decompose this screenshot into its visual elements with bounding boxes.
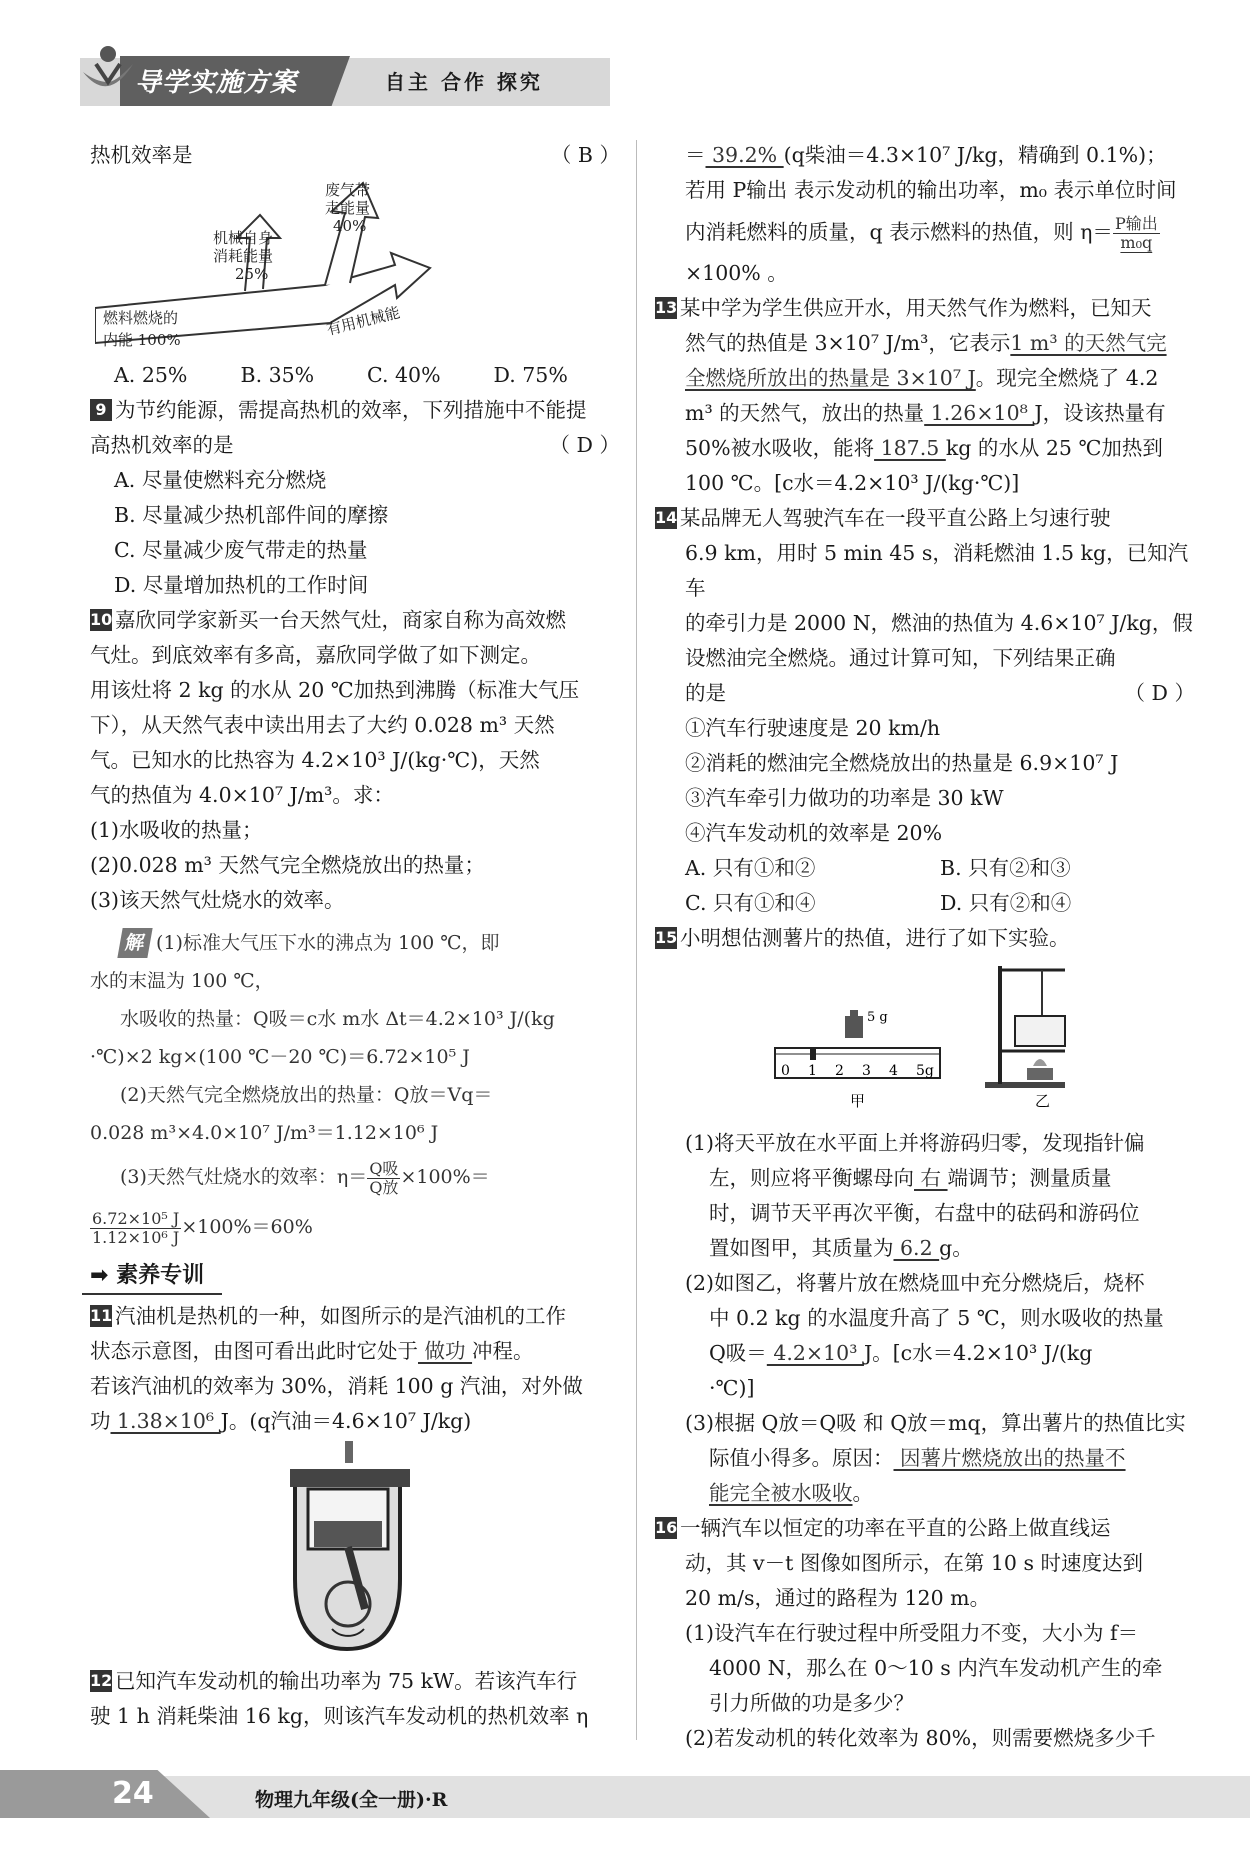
q12-answer-1: 39.2%: [705, 143, 784, 167]
q16-line-2: 动，其 v－t 图像如图所示，在第 10 s 时速度达到: [685, 1551, 1144, 1575]
q14-option-a: A. 只有①和②: [685, 856, 816, 880]
scale-tick-0: 0: [781, 1063, 790, 1079]
q14-item-2: ②消耗的燃油完全燃烧放出的热量是 6.9×10⁷ J: [685, 751, 1119, 775]
q15-sub3-b: 际值小得多。原因： 因薯片燃烧放出的热量不: [709, 1446, 1126, 1470]
energy-flow-diagram: [95, 173, 515, 358]
q10-line-1: 10 嘉欣同学家新买一台天然气灶，商家自称为高效燃: [90, 608, 566, 632]
q8-tail: 热机效率是 （ B ）: [90, 138, 620, 173]
logo-icon: [78, 42, 138, 102]
q9-stem-2: 高热机效率的是 （ D ）: [90, 428, 620, 463]
q13-answer-2: 1.26×10⁸: [924, 401, 1035, 425]
header-title: 导学实施方案: [135, 68, 298, 98]
diagram-branch1-l3: 25%: [235, 265, 269, 283]
q14-line-5: 的是 （ D ）: [655, 676, 1195, 711]
q14-line-1: 14 某品牌无人驾驶汽车在一段平直公路上匀速行驶: [655, 506, 1111, 530]
q15-sub1-e: 置如图甲，其质量为 6.2 g。: [709, 1236, 973, 1260]
q15-sub2-a: (2)如图乙，将薯片放在燃烧皿中充分燃烧后，烧杯: [685, 1271, 1145, 1295]
beaker-icon: [1015, 1016, 1065, 1046]
page-number: 24: [112, 1776, 154, 1811]
q10-sub-2: (2)0.028 m³ 天然气完全燃烧放出的热量；: [90, 853, 485, 877]
q10-line-4: 下），从天然气表中读出用去了大约 0.028 m³ 天然: [90, 713, 555, 737]
q11-answer-1: 做功: [418, 1339, 473, 1363]
q14-line-4: 设燃油完全燃烧。通过计算可知，下列结果正确: [685, 646, 1116, 670]
q13-line-1: 13 某中学为学生供应开水，用天然气作为燃料，已知天: [655, 296, 1152, 320]
q8-option-a: A. 25%: [114, 363, 188, 387]
q10-line-5: 气。已知水的比热容为 4.2×10³ J/(kg·℃)，天然: [90, 748, 540, 772]
q14-item-4: ④汽车发动机的效率是 20%: [685, 821, 943, 845]
q15-answer-2: 6.2: [893, 1236, 940, 1260]
q15-sub2-b: 中 0.2 kg 的水温度升高了 5 ℃，则水吸收的热量: [709, 1306, 1164, 1330]
q13-answer-1: 1 m³ 的天然气完: [1010, 331, 1167, 355]
q16-sub-3: 引力所做的功是多少？: [709, 1691, 914, 1715]
q15-answer-4: 因薯片燃烧放出的热量不: [893, 1446, 1126, 1470]
arrow-icon: ➡: [90, 1263, 109, 1288]
scale-tick-4: 4: [889, 1063, 898, 1079]
q9-option-d: D. 尽量增加热机的工作时间: [114, 573, 369, 597]
q14-options-row-1: [655, 851, 1195, 886]
diagram-input: 燃料燃烧的: [103, 309, 179, 327]
scale-tick-3: 3: [862, 1063, 871, 1079]
column-divider: [636, 140, 637, 1740]
q9-option-a: A. 尽量使燃料充分燃烧: [114, 468, 327, 492]
q9-number: 9: [90, 399, 112, 421]
q16-line-1: 16 一辆汽车以恒定的功率在平直的公路上做直线运: [655, 1516, 1111, 1540]
q15-sub3-c: 能完全被水吸收。: [709, 1481, 873, 1505]
q10-sub-1: (1)水吸收的热量；: [90, 818, 263, 842]
piston-icon: [314, 1521, 382, 1547]
q14-number: 14: [655, 508, 678, 527]
q13-line-2: 然气的热值是 3×10⁷ J/m³，它表示1 m³ 的天然气完: [685, 331, 1167, 355]
q15-sub2-e: ·℃)]: [709, 1376, 755, 1400]
q15-answer-3: 4.2×10³: [766, 1341, 864, 1365]
q14-option-d: D. 只有②和④: [940, 891, 1072, 915]
diagram-branch2-l2: 走能量: [325, 199, 371, 217]
q8-options: [90, 358, 620, 393]
q15-answer-1: 右: [914, 1166, 948, 1190]
q12-cont-line-4: ×100% 。: [685, 261, 788, 285]
q11-line-2: 状态示意图，由图可看出此时它处于 做功 冲程。: [90, 1339, 534, 1363]
q15-line-1: 15 小明想估测薯片的热值，进行了如下实验。: [655, 926, 1070, 950]
q15-number: 15: [655, 928, 678, 947]
q14-line-3: 的牵引力是 2000 N，燃油的热值为 4.6×10⁷ J/kg，假: [685, 611, 1193, 635]
q13-line-4: m³ 的天然气，放出的热量 1.26×10⁸ J，设该热量有: [685, 401, 1166, 425]
q14-line-2: 6.9 km，用时 5 min 45 s，消耗燃油 1.5 kg，已知汽车: [685, 541, 1189, 600]
scale-tick-2: 2: [835, 1063, 844, 1079]
q15-answer-4b: 能完全被水吸收: [709, 1481, 853, 1505]
q8-answer: （ B ）: [550, 143, 620, 167]
q12-line-2: 驶 1 h 消耗柴油 16 kg，则该汽车发动机的热机效率 η: [90, 1704, 589, 1728]
q12-cont-line-1: ＝ 39.2% (q柴油＝4.3×10⁷ J/kg，精确到 0.1%)；: [685, 143, 1167, 167]
q12-line-1: 12 已知汽车发动机的输出功率为 75 kW。若该汽车行: [90, 1669, 578, 1693]
q10-sub-3: (3)该天然气灶烧水的效率。: [90, 888, 345, 912]
q13-line-3: 全燃烧所放出的热量是 3×10⁷ J。现完全燃烧了 4.2: [685, 366, 1159, 390]
q13-line-5: 50%被水吸收，能将 187.5 kg 的水从 25 ℃加热到: [685, 436, 1163, 460]
q14-item-1: ①汽车行驶速度是 20 km/h: [685, 716, 941, 740]
q11-line-3: 若该汽油机的效率为 30%，消耗 100 g 汽油，对外做: [90, 1374, 583, 1398]
q10-line-2: 气灶。到底效率有多高，嘉欣同学做了如下测定。: [90, 643, 541, 667]
diagram-branch2-l3: 40%: [333, 217, 367, 235]
figure-label-a: 甲: [850, 1092, 866, 1110]
q8-option-c: C. 40%: [367, 363, 441, 387]
q8-option-b: B. 35%: [240, 363, 315, 387]
right-column: [655, 138, 1195, 1756]
q10-line-6: 气的热值为 4.0×10⁷ J/m³。求：: [90, 783, 394, 807]
q14-option-b: B. 只有②和③: [940, 856, 1071, 880]
q14-answer: （ D ）: [1124, 681, 1195, 705]
q9-option-b: B. 尽量减少热机部件间的摩擦: [114, 503, 389, 527]
balance-scale-figure: [775, 1010, 940, 1110]
q10-solution: 解 (1)标准大气压下水的沸点为 100 ℃，即 水的末温为 100 ℃， 水吸收的热量：Q吸＝c水 m水 Δt＝4.2×10³ J/(kg ·℃)×2 kg×(100 ℃－20 ℃)＝6.72×10⁵ J (2)天然气完全燃烧放出的热量：Q放＝Vq＝ 0.028 m³×4.0×10⁷ J/m³＝1.12×10⁶ J (3)天然气灶烧水的效率：η＝ $\frac{\text{Q吸}}{\text{Q放}}$ ×100%＝ $\frac{\text{6.72×10⁵ J}}{\text{1.12×10⁶ J}}$ ×100%＝60%: [90, 924, 620, 1252]
q8-option-d: D. 75%: [493, 363, 568, 387]
diagram-branch1-l1: 机械自身: [213, 229, 274, 247]
rider-icon: [810, 1048, 816, 1060]
q11-answer-2: 1.38×10⁶: [110, 1409, 221, 1433]
weight-label: 5 g: [867, 1010, 888, 1025]
q16-sub-4: (2)若发动机的转化效率为 80%，则需要燃烧多少千: [685, 1726, 1156, 1750]
q14-options-row-2: [655, 886, 1195, 921]
q14-option-c: C. 只有①和④: [685, 891, 816, 915]
diagram-output: 有用机械能: [324, 303, 402, 339]
q13-line-6: 100 ℃。[c水＝4.2×10³ J/(kg·℃)]: [685, 471, 1020, 495]
q11-line-1: 11 汽油机是热机的一种，如图所示的是汽油机的工作: [90, 1304, 566, 1328]
q16-line-3: 20 m/s，通过的路程为 120 m。: [685, 1586, 991, 1610]
section-heading: ➡ 素养专训: [82, 1258, 620, 1295]
footer-text: 物理九年级(全一册)·R: [255, 1789, 448, 1811]
spark-plug-icon: [345, 1441, 353, 1463]
q12-cont-line-3: 内消耗燃料的质量，q 表示燃料的热值，则 η＝ $\frac{\text{P输出}}{\text{m₀q}}$: [685, 214, 1158, 252]
q10-number: 10: [90, 610, 113, 629]
figure-label-b: 乙: [1035, 1092, 1051, 1110]
q11-line-4: 功 1.38×10⁶ J。(q汽油＝4.6×10⁷ J/kg): [90, 1409, 472, 1433]
diagram-input-2: 内能 100%: [103, 331, 181, 349]
q15-sub3-a: (3)根据 Q放＝Q吸 和 Q放＝mq，算出薯片的热值比实: [685, 1411, 1186, 1435]
q15-sub1-a: (1)将天平放在水平面上并将游码归零，发现指针偏: [685, 1131, 1145, 1155]
q16-sub-2: 4000 N，那么在 0～10 s 内汽车发动机产生的牵: [709, 1656, 1163, 1680]
q9-option-c: C. 尽量减少废气带走的热量: [114, 538, 368, 562]
q13-answer-1b: 全燃烧所放出的热量是 3×10⁷ J: [685, 366, 976, 390]
diagram-branch2-l1: 废气带: [325, 181, 371, 199]
q15-sub1-b: 左，则应将平衡螺母向 右 端调节；测量质量: [709, 1166, 1112, 1190]
q13-number: 13: [655, 298, 678, 317]
q13-answer-3: 187.5: [874, 436, 946, 460]
q15-figure: [655, 956, 1195, 1126]
header-subtitle: 自主 合作 探究: [385, 70, 543, 94]
burner-figure: [985, 966, 1065, 1110]
left-column: [90, 138, 620, 1734]
q10-line-3: 用该灶将 2 kg 的水从 20 ℃加热到沸腾（标准大气压: [90, 678, 580, 702]
q14-item-3: ③汽车牵引力做功的功率是 30 kW: [685, 786, 1004, 810]
q16-number: 16: [655, 1518, 678, 1537]
q12-cont-line-2: 若用 P输出 表示发动机的输出功率，m₀ 表示单位时间: [685, 178, 1177, 202]
scale-tick-1: 1: [808, 1063, 817, 1079]
q11-number: 11: [90, 1306, 113, 1325]
engine-diagram: [90, 1439, 620, 1664]
scale-tick-5: 5g: [916, 1063, 934, 1079]
q12-answer-2: $\frac{\text{P输出}}{\text{m₀q}}$: [1114, 214, 1158, 252]
q12-number: 12: [90, 1671, 113, 1690]
solution-badge: 解: [117, 928, 152, 958]
q9-answer: （ D ）: [549, 433, 620, 457]
q9-stem: 9 为节约能源，需提高热机的效率，下列措施中不能提: [90, 393, 620, 428]
burning-dish-icon: [1027, 1068, 1053, 1080]
diagram-branch1-l2: 消耗能量: [213, 247, 274, 265]
weight-icon: [845, 1016, 863, 1038]
q16-sub-1: (1)设汽车在行驶过程中所受阻力不变，大小为 f＝: [685, 1621, 1139, 1645]
q15-sub1-d: 时，调节天平再次平衡，右盘中的砝码和游码位: [709, 1201, 1140, 1225]
q15-sub2-c: Q吸＝ 4.2×10³ J。[c水＝4.2×10³ J/(kg: [709, 1341, 1093, 1365]
